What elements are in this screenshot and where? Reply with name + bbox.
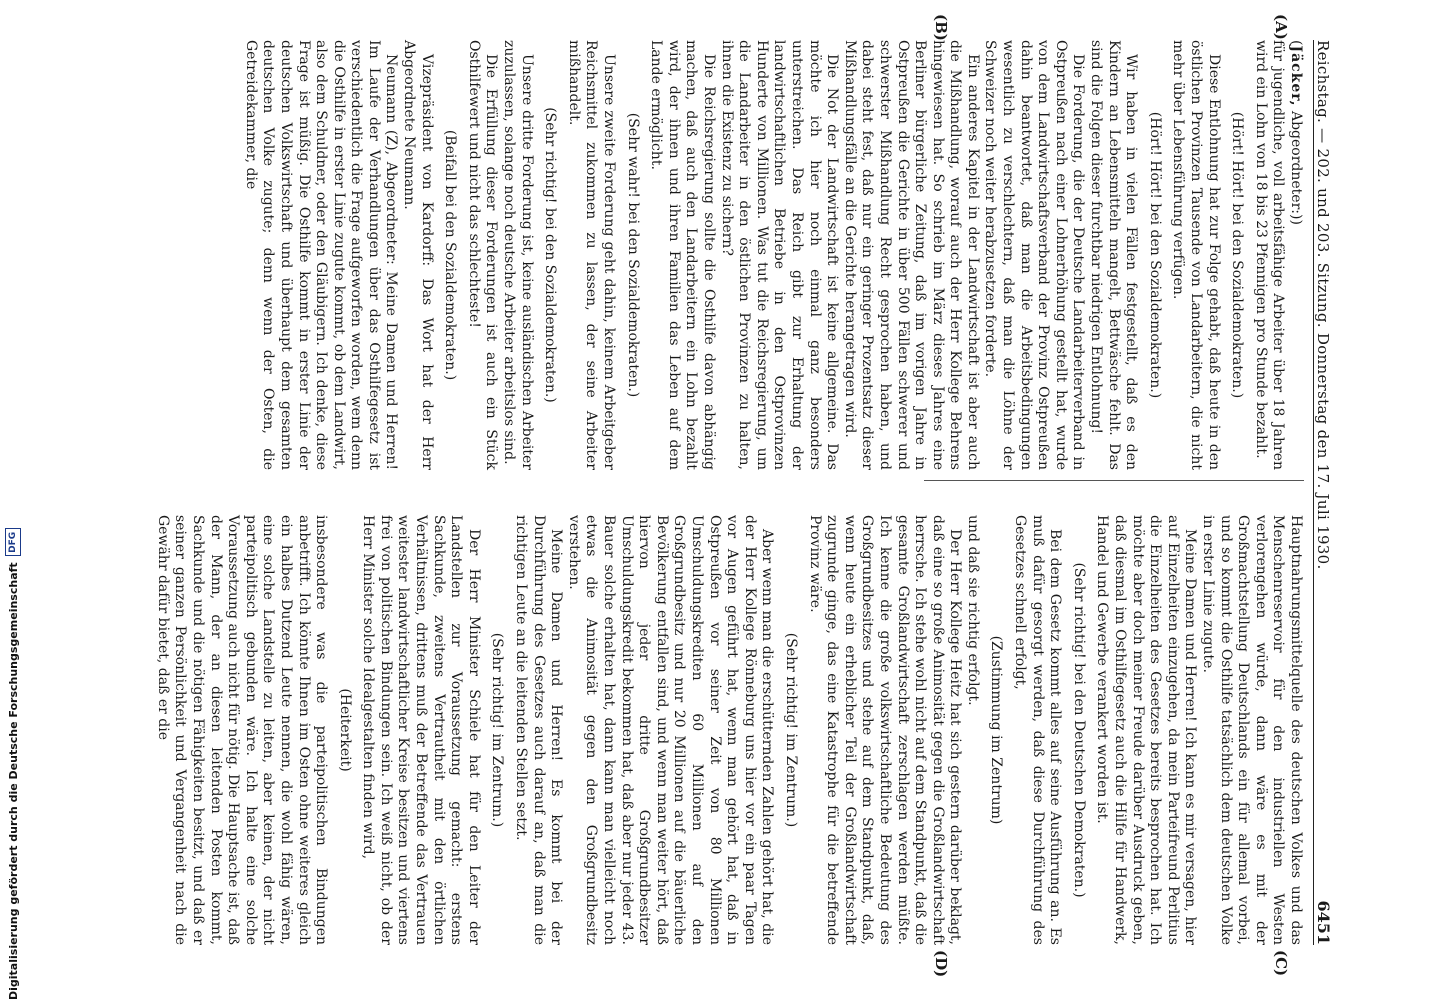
paragraph: Der Herr Minister Schiele hat für den Leiter der Landstellen zur Voraussetzung gemacht: erstens Sachkunde, zweitens Vertrautheit mit den örtlichen Verhältnissen, drittens muß der Betreffende das Vertrauen weitester landwirtschaftlicher Kreise besitzen und viertens frei von politischen Bindungen sein. Ich weiß nicht, ob der Herr Minister solche Idealgestalten finden wird, xyxy=(360,515,482,945)
paragraph: Die Erfüllung dieser Forderungen ist auch ein Stück Osthilfewert und nicht das schlechteste! xyxy=(465,40,500,470)
paragraph: Die Reichsregierung sollte die Osthilfe davon abhängig machen, daß auch den Landarbeitern ein Lohn bezahlt wird, der ihnen und ihren Familien das Leben auf dem Lande ermöglicht. xyxy=(648,40,717,470)
paragraph: insbesondere was die parteipolitischen Bindungen anbetrifft. Ich könnte Ihnen im Osten ohne weiteres gleich ein halbes Dutzend Leute nennen, die wohl fähig wären, eine solche Landstelle zu leiten, aber keinen, der nicht parteipolitisch gebunden wäre. Ich halte eine solche Voraussetzung auch nicht für nötig. Die Hauptsache ist, daß der Mann, der an diesen leitenden Posten kommt, Sachkunde und die nötigen Fähigkeiten besitzt, und daß er seiner ganzen Persönlichkeit und Vergangenheit nach die Gewähr dafür bietet, daß er die xyxy=(154,515,330,945)
margin-mark-d: (D) xyxy=(932,950,950,978)
paragraph: Hauptnahrungsmittelquelle des deutschen Volkes und das Menschenreservoir für den industriellen Westen verlorengehen würde, dann wäre es mit der Großmachtstellung Deutschlands ein für allemal vorbei, und so kommt die Osthilfe tatsächlich dem deutschen Volke in erster Linie zugute. xyxy=(1200,515,1304,945)
interjection: (Hört! Hört! bei den Sozialdemokraten.) xyxy=(1146,111,1163,399)
funding-note xyxy=(4,0,22,1000)
paragraph: Bei dem Gesetz kommt alles auf seine Ausführung an. Es muß dafür gesorgt werden, daß diese Durchführung des Gesetzes schnell erfolgt, xyxy=(1012,515,1064,945)
interjection: (Sehr richtig! bei den Sozialdemokraten.) xyxy=(542,107,559,403)
paragraph: Unsere zweite Forderung geht dahin, keinem Arbeitgeber Reichsmittel zukommen zu lassen, der seine Arbeiter mißhandelt. xyxy=(565,40,618,470)
interjection: (Heiterkeit) xyxy=(336,688,353,772)
interjection: (Beifall bei den Sozialdemokraten.) xyxy=(442,129,459,381)
paragraph: für jugendliche, voll arbeitsfähige Arbeiter über 18 Jahren wird ein Lohn von 18 bis 23 Pfennigen pro Stunde bezahlt. xyxy=(1252,40,1287,470)
left-column xyxy=(241,40,1304,470)
header-title: Reichstag. — 202. und 203. Sitzung. Donnerstag den 17. Juli 1930. xyxy=(1314,40,1332,570)
paragraph: Ein anderes Kapitel in der Landwirtschaft ist aber auch die Mißhandlung, worauf auch der Herr Kollege Behrens hingewiesen hat. So schrieb im März dieses Jahres eine Berliner bürgerliche Zeitung, daß im vorigen Jahre in Ostpreußen die Gerichte in über 500 Fällen schwerer und schwerster Mißhandlung Recht gesprochen haben, und dabei steht fest, daß nur ein geringer Prozentsatz dieser Mißhandlungsfälle an die Gerichte herangetragen wird. xyxy=(841,40,981,470)
paragraph: und daß sie richtig erfolgt. xyxy=(964,515,981,706)
speaker-name: Jäcker, xyxy=(1288,45,1304,107)
column-divider xyxy=(924,480,1304,481)
paragraph: (Jäcker, Abgeordneter:)) xyxy=(1288,40,1304,225)
right-column xyxy=(153,515,1304,945)
paragraph: Diese Entlohnung hat zur Folge gehabt, daß heute in den östlichen Provinzen Tausende von Landarbeitern, die nicht mehr über Lebensführung verfügen. xyxy=(1170,40,1222,470)
footer-strip xyxy=(0,0,26,1000)
paragraph: Aber wenn man die erschütternden Zahlen gehört hat, die der Herr Kollege Rönneburg uns hier vor ein paar Tagen vor Augen geführt hat, wenn man gehört hat, daß in Ostpreußen vor seiner Zeit von 80 Millionen Umschuldungskrediten 60 Millionen auf den Großgrundbesitz und nur 20 Millionen auf die bäuerliche Bevölkerung entfallen sind, und wenn man weiter hört, daß hiervon jeder dritte Großgrundbesitzer Umschuldungskredit bekommen hat, daß aber nur jeder 43. Bauer solche erhalten hat, dann kann man vielleicht noch etwas die Animosität gegen den Großgrundbesitz verstehen. xyxy=(565,515,776,945)
dfg-logo-icon: DFG xyxy=(5,528,21,556)
funding-text: Digitalisierung gefördert durch die Deutsche Forschungsgemeinschaft xyxy=(6,562,20,1000)
paragraph: Die Not der Landwirtschaft ist keine allgemeine. Das möchte ich hier noch einmal ganz besonders unterstreichen. Das Reich gibt zur Erhaltung der landwirtschaftlichen Betriebe in den Ostprovinzen Hunderte von Millionen. Was tut die Reichsregierung, um die Landarbeiter in den östlichen Provinzen zu halten, ihnen die Existenz zu sichern? xyxy=(718,40,841,470)
paragraph: Vizepräsident von Kardorff: Das Wort hat der Herr Abgeordnete Neumann. xyxy=(401,40,435,470)
page-number: 6451 xyxy=(1314,900,1333,945)
interjection: (Sehr richtig! bei den Deutschen Demokraten.) xyxy=(1070,562,1087,898)
margin-mark-a: (A) xyxy=(1272,14,1290,40)
paragraph: Wir haben in vielen Fällen festgestellt, daß es den Kindern an Lebensmitteln mangelt, Bettwäsche fehlt. Das sind die Folgen dieser furchtbar niedrigen Entlohnung! xyxy=(1088,40,1140,470)
paragraph: Meine Damen und Herren! Es kommt bei der Durchführung des Gesetzes auch darauf an, daß man die richtigen Leute an die leitenden Stellen setzt. xyxy=(513,515,565,945)
paragraph: Die Forderung, die der Deutsche Landarbeiterverband in Ostpreußen nach einer Lohnerhöhung gestellt hat, wurde von dem Landwirtschaftsverband der Provinz Ostpreußen dahin beantwortet, daß man die Arbeitsbedingungen wesentlich zu verschlechtern, daß man die Löhne der Schweizer noch weiter herabzusetzen forderte. xyxy=(982,40,1087,470)
interjection: (Sehr wahr! bei den Sozialdemokraten.) xyxy=(624,112,641,398)
interjection: (Sehr richtig! im Zentrum.) xyxy=(489,632,506,828)
paragraph: Neumann (Z), Abgeordneter: Meine Damen und Herren! Im Laufe der Verhandlungen über das Osthilfegesetz ist verschiedentlich die Frage aufgeworfen worden, wem denn die Osthilfe in erster Linie zugute kommt, ob dem Landwirt, also dem Schuldner, oder den Gläubigern. Ich denke, diese Frage ist müßig. Die Osthilfe kommt in erster Linie der deutschen Volkswirtschaft und überhaupt dem gesamten deutschen Volke zugute; denn wenn der Osten, die Getreidekammer, die xyxy=(242,40,400,470)
interjection: (Zustimmung im Zentrum) xyxy=(988,635,1005,825)
page-header xyxy=(1313,40,1344,945)
rotated-document xyxy=(110,0,1350,1000)
interjection: (Hört! Hört! bei den Sozialdemokraten.) xyxy=(1229,111,1246,399)
margin-mark-b: (B) xyxy=(932,14,950,41)
speaker-role: Abgeordneter:) xyxy=(1288,106,1304,220)
paragraph: Meine Damen und Herren! Ich kann es mir versagen, hier auf Einzelheiten einzugehen, da mein Parteifreund Perlitius die Einzelheiten des Gesetzes bereits besprochen hat. Ich möchte aber doch meiner Freude darüber Ausdruck geben, daß diesmal im Osthilfegesetz auch die Hilfe für Handwerk, Handel und Gewerbe verankert worden ist. xyxy=(1094,515,1199,945)
paragraph: Der Herr Kollege Heitz hat sich gestern darüber beklagt, daß eine so große Animosität gegen die Großlandwirtschaft herrsche. Ich stehe wohl nicht auf dem Standpunkt, daß die gesamte Großlandwirtschaft zerschlagen werden müßte. Ich kenne die große volkswirtschaftliche Bedeutung des Großgrundbesitzes und stehe auf dem Standpunkt, daß, wenn heute ein erheblicher Teil der Großlandwirtschaft zugrunde ginge, das eine Katastrophe für die betreffende Provinz wäre. xyxy=(806,515,964,945)
margin-mark-c: (C) xyxy=(1272,950,1290,977)
paragraph: Unsere dritte Forderung ist, keine ausländischen Arbeiter zuzulassen, solange noch deutsche Arbeiter arbeitslos sind. xyxy=(501,40,535,470)
interjection: (Sehr richtig! im Zentrum.) xyxy=(782,632,799,828)
